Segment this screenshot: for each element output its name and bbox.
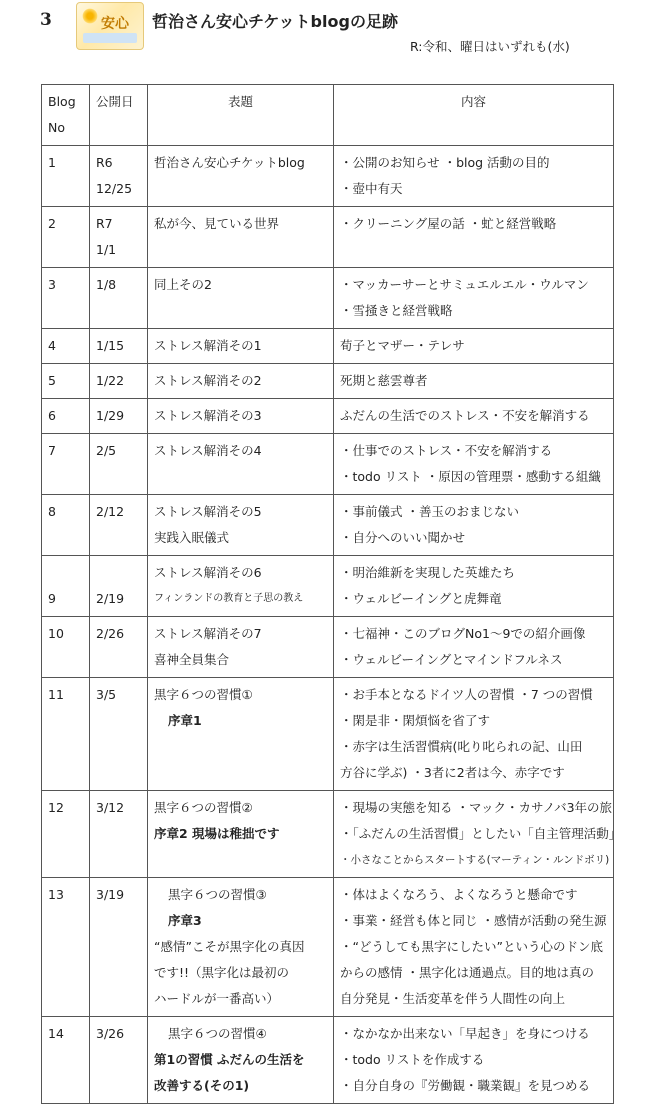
content-line: ・仕事でのストレス・不安を解消する (340, 443, 553, 458)
content-line: ・体はよくなろう、よくなろうと懸命です (340, 887, 578, 902)
title-line: ストレス解消その4 (154, 443, 262, 458)
row-title (148, 617, 334, 678)
row-content (334, 617, 614, 678)
logo-text: 安心 (101, 16, 129, 32)
date-line: 2/19 (96, 591, 125, 606)
content-line: ・ウェルビーイングと虎舞竜 (340, 591, 502, 606)
row-date: 1/15 (90, 329, 148, 364)
row-content (334, 878, 614, 1017)
row-date (90, 207, 148, 268)
table-row (42, 556, 614, 617)
title-line: ハードルが一番高い） (154, 991, 280, 1006)
flower-icon (81, 7, 99, 25)
row-title: ストレス解消その2 (148, 364, 334, 399)
row-content: ふだんの生活でのストレス・不安を解消する (334, 399, 614, 434)
row-no: 2 (42, 207, 90, 268)
date-line: 12/25 (96, 181, 133, 196)
date-line: 1/8 (96, 277, 117, 292)
row-no: 13 (42, 878, 90, 1017)
date-line: 2/5 (96, 443, 117, 458)
row-date: 1/22 (90, 364, 148, 399)
content-line: ・七福神・このブログNo1～9での紹介画像 (340, 626, 586, 641)
row-title (148, 434, 334, 495)
content-line: からの感情 ・黒字化は通過点。目的地は真の (340, 965, 594, 980)
title-line: 序章2 現場は稚拙です (154, 826, 280, 841)
row-date (90, 495, 148, 556)
table-row (42, 878, 614, 1017)
row-content (334, 268, 614, 329)
table-row (42, 364, 614, 399)
row-no: 7 (42, 434, 90, 495)
content-line: ・todo リストを作成する (340, 1052, 485, 1067)
blog-history-table (41, 84, 622, 1104)
content-line: ・todo リスト ・原因の管理票・感動する組織 (340, 469, 601, 484)
era-note: R:令和、曜日はいずれも(水) (410, 39, 570, 54)
content-line: ・公開のお知らせ ・blog 活動の目的 (340, 155, 550, 170)
row-content: 荀子とマザー・テレサ (334, 329, 614, 364)
content-line: ・赤字は生活習慣病(叱り叱られの記、山田 (340, 739, 583, 754)
row-date: 3/12 (90, 791, 148, 878)
content-line: 自分発見・生活変革を伴う人間性の向上 (340, 991, 566, 1006)
row-date: 3/26 (90, 1017, 148, 1104)
title-line: 喜神全員集合 (154, 652, 230, 667)
row-title (148, 878, 334, 1017)
row-date: 1/29 (90, 399, 148, 434)
table-row (42, 207, 614, 268)
date-line: R6 (96, 155, 113, 170)
date-spacer (96, 560, 141, 586)
table-row (42, 399, 614, 434)
row-no-value: 9 (48, 591, 56, 606)
column-header-title: 表題 (148, 85, 334, 146)
row-content (334, 1017, 614, 1104)
title-line: ストレス解消その6 (154, 565, 262, 580)
row-no (42, 556, 90, 617)
row-content (334, 495, 614, 556)
date-line: 1/1 (96, 242, 117, 257)
row-content (334, 434, 614, 495)
title-line: 私が今、見ている世界 (154, 216, 280, 231)
title-line: 同上その2 (154, 277, 212, 292)
row-title (148, 207, 334, 268)
row-no: 14 (42, 1017, 90, 1104)
row-date (90, 617, 148, 678)
logo-band (83, 33, 137, 43)
content-line: ・クリーニング屋の話 ・虻と経営戦略 (340, 216, 557, 231)
page-number: 3 (40, 10, 52, 30)
content-line: ・なかなか出来ない「早起き」を身につける (340, 1026, 590, 1041)
row-content (334, 556, 614, 617)
table-row (42, 495, 614, 556)
row-content (334, 146, 614, 207)
title-line: 実践入眠儀式 (154, 530, 230, 545)
title-line: ストレス解消その7 (154, 626, 262, 641)
title-line: フィンランドの教育と子思の教え (154, 593, 304, 604)
content-line: ・明治維新を実現した英雄たち (340, 565, 516, 580)
content-line: 方谷に学ぶ) ・3者に2者は今、赤字です (340, 765, 565, 780)
table-row (42, 146, 614, 207)
row-content: 死期と慈雲尊者 (334, 364, 614, 399)
content-line: ・事業・経営も体と同じ ・感情が活動の発生源 (340, 913, 607, 928)
title-line: 序章1 (168, 713, 202, 728)
row-date: 3/19 (90, 878, 148, 1017)
content-line: ・閑是非・閑煩悩を省了す (340, 713, 491, 728)
table-row (42, 329, 614, 364)
table-row (42, 1017, 614, 1104)
row-no: 5 (42, 364, 90, 399)
table-header-row (42, 85, 614, 146)
title-line: です!!（黒字化は最初の (154, 965, 290, 980)
row-content (334, 791, 622, 878)
date-line: 2/12 (96, 504, 125, 519)
title-line: 黒字６つの習慣③ (168, 887, 267, 902)
row-title (148, 268, 334, 329)
anshin-logo (76, 2, 144, 50)
row-no: 4 (42, 329, 90, 364)
row-date (90, 268, 148, 329)
title-line: 哲治さん安心チケットblog (154, 155, 305, 170)
title-line: 序章3 (168, 913, 202, 928)
row-title (148, 1017, 334, 1104)
row-date (90, 434, 148, 495)
row-no: 10 (42, 617, 90, 678)
row-date (90, 146, 148, 207)
content-line: ・「ふだんの生活習慣」としたい「自主管理活動」 (340, 826, 622, 841)
title-line: 改善する(その1) (154, 1078, 250, 1093)
content-line: ・壺中有天 (340, 181, 403, 196)
title-line: 第1の習慣 ふだんの生活を (154, 1052, 305, 1067)
row-no: 8 (42, 495, 90, 556)
document-title: 哲治さん安心チケットblogの足跡 (152, 12, 398, 31)
row-no: 1 (42, 146, 90, 207)
title-line: 黒字６つの習慣① (154, 687, 253, 702)
row-content (334, 678, 614, 791)
table-row (42, 268, 614, 329)
date-line: 2/26 (96, 626, 125, 641)
row-date (90, 556, 148, 617)
column-header-blog-no: Blog No (42, 85, 90, 146)
table-row (42, 434, 614, 495)
title-line: ストレス解消その5 (154, 504, 262, 519)
title-line: 黒字６つの習慣② (154, 800, 253, 815)
content-line: ・事前儀式 ・善玉のおまじない (340, 504, 519, 519)
row-content (334, 207, 614, 268)
content-line: ・マッカーサーとサミュエルエル・ウルマン (340, 277, 589, 292)
row-title: ストレス解消その1 (148, 329, 334, 364)
row-title (148, 556, 334, 617)
column-header-date: 公開日 (90, 85, 148, 146)
row-no: 6 (42, 399, 90, 434)
row-no: 12 (42, 791, 90, 878)
row-title (148, 146, 334, 207)
column-header-content: 内容 (334, 85, 614, 146)
row-title (148, 791, 334, 878)
title-line: “感情”こそが黒字化の真因 (154, 939, 305, 954)
row-no: 3 (42, 268, 90, 329)
title-line: 黒字６つの習慣④ (168, 1026, 267, 1041)
row-no-spacer (48, 560, 83, 586)
table-row (42, 791, 614, 878)
content-line: ・小さなことからスタートする(マーティン・ルンドボリ) (340, 854, 610, 866)
content-line: ・雪掻きと経営戦略 (340, 303, 453, 318)
row-no: 11 (42, 678, 90, 791)
content-line: ・“どうしても黒字にしたい”という心のドン底 (340, 939, 603, 954)
row-title (148, 495, 334, 556)
content-line: ・お手本となるドイツ人の習慣 ・7 つの習慣 (340, 687, 593, 702)
row-title (148, 678, 334, 791)
content-line: ・現場の実態を知る ・マック・カサノバ3年の旅 (340, 800, 613, 815)
content-line: ・ウェルビーイングとマインドフルネス (340, 652, 563, 667)
row-date: 3/5 (90, 678, 148, 791)
row-title: ストレス解消その3 (148, 399, 334, 434)
content-line: ・自分自身の『労働観・職業観』を見つめる (340, 1078, 591, 1093)
table-row (42, 678, 614, 791)
table-row (42, 617, 614, 678)
content-line: ・自分へのいい聞かせ (340, 530, 466, 545)
date-line: R7 (96, 216, 113, 231)
